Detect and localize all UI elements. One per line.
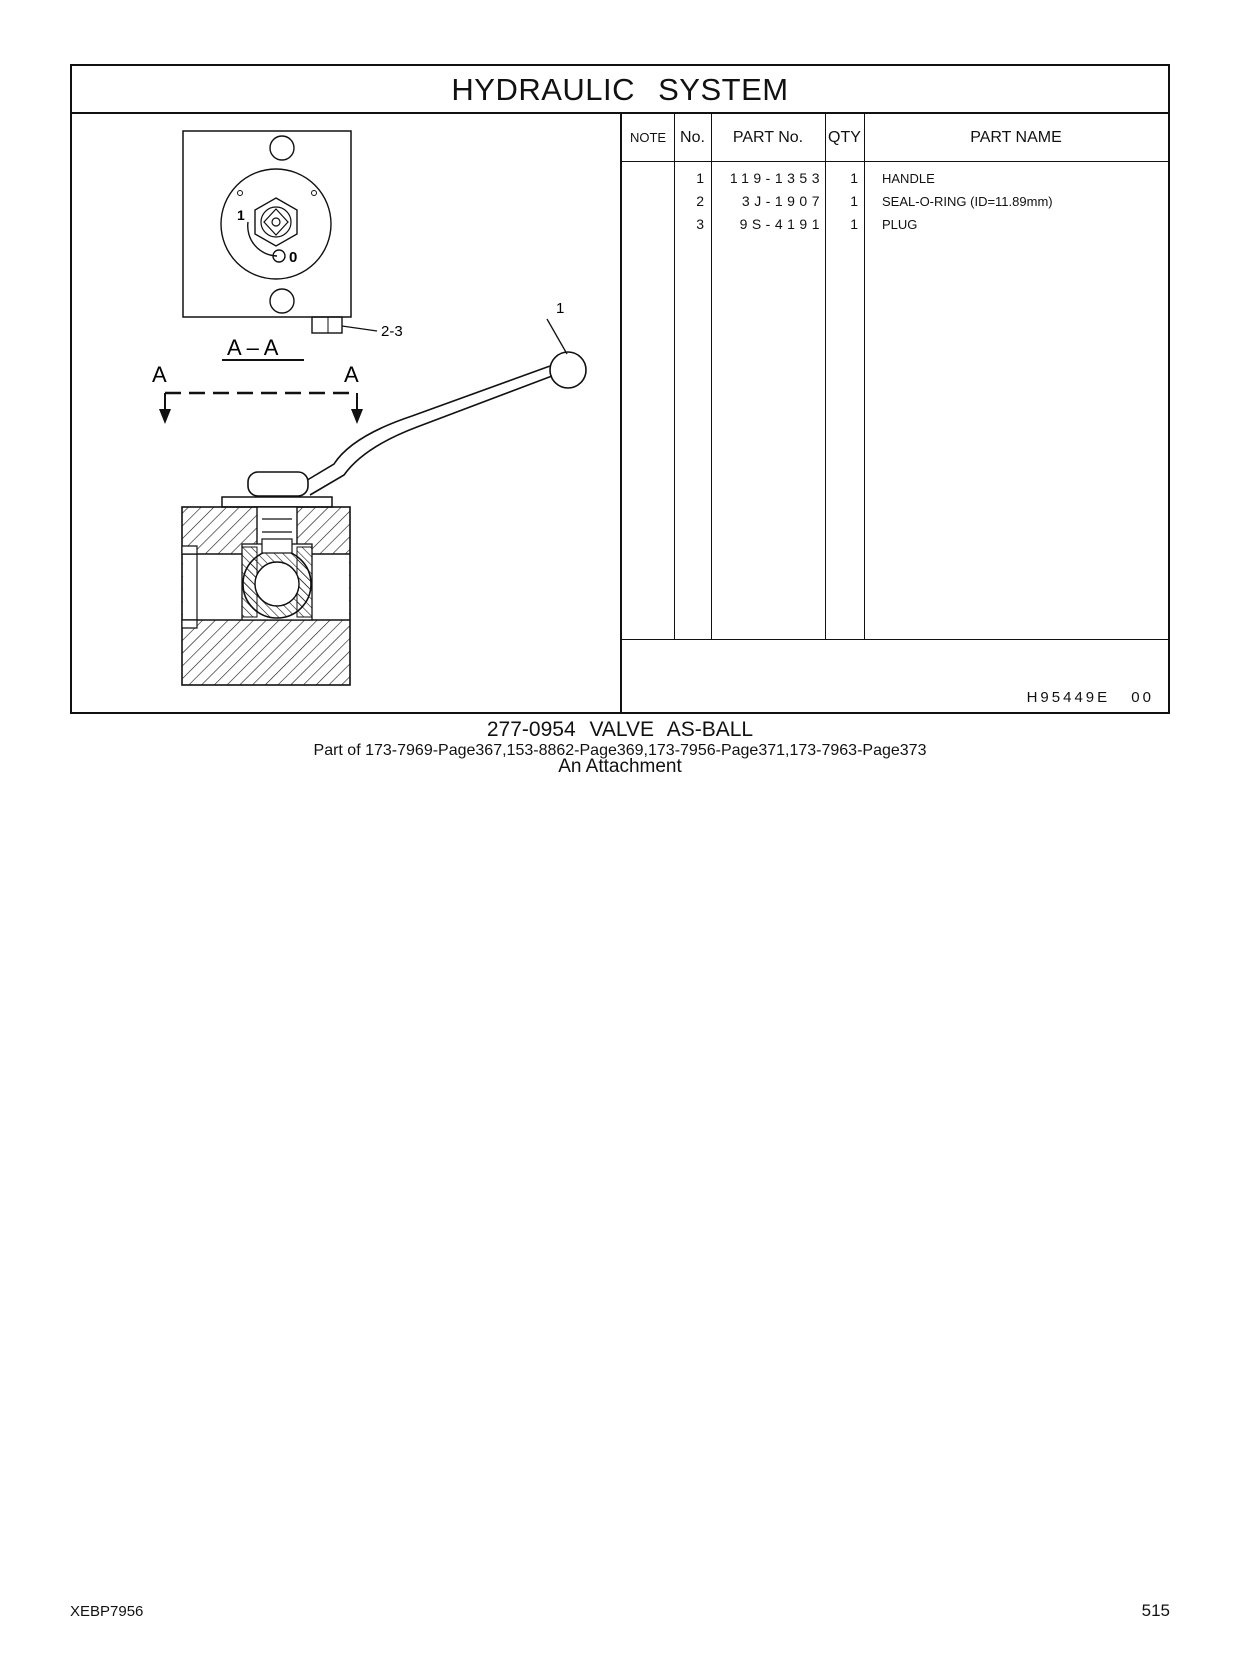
section-marker-right: A (344, 362, 359, 387)
row-part-no: 3J-1907 (741, 193, 824, 209)
illustration-code: H95449E 00 (1026, 689, 1154, 706)
valve-drawing (72, 114, 620, 714)
valve-body-section (182, 497, 350, 685)
valve-illustration (72, 114, 620, 714)
callout-1: 1 (556, 300, 565, 317)
row-qty: 1 (850, 170, 858, 186)
row-part-name: PLUG (882, 217, 918, 232)
assembly-group: An Attachment (558, 756, 682, 777)
parts-table (622, 114, 1168, 714)
row-no: 2 (696, 193, 704, 209)
position-1-mark: 1 (237, 207, 245, 223)
row-part-name: HANDLE (882, 171, 935, 186)
row-no: 1 (696, 170, 704, 186)
row-part-name: SEAL-O-RING (ID=11.89mm) (882, 194, 1053, 209)
callout-2-3: 2-3 (381, 323, 403, 340)
assembly-parent-refs: Part of 173-7969-Page367,153-8862-Page369,173-7956-Page371,173-7963-Page373 (313, 742, 927, 759)
handle (248, 352, 586, 496)
header-part-name: PART NAME (970, 129, 1062, 146)
position-0-mark: 0 (289, 249, 298, 266)
parts-page-frame (70, 64, 1170, 714)
table-row (622, 167, 1168, 190)
section-marker-left: A (152, 362, 167, 387)
row-part-no: 9S-4191 (739, 216, 824, 232)
row-qty: 1 (850, 193, 858, 209)
row-no: 3 (696, 216, 704, 232)
table-row (622, 213, 1168, 236)
row-qty: 1 (850, 216, 858, 232)
header-part-no: PART No. (732, 129, 804, 146)
row-part-no: 119-1353 (729, 170, 824, 186)
top-view (183, 131, 403, 340)
document-id: XEBP7956 (70, 1603, 144, 1620)
page-number: 515 (1141, 1601, 1170, 1620)
header-qty: QTY (828, 129, 861, 146)
header-no: No. (680, 129, 705, 146)
section-label: A – A (227, 335, 279, 360)
assembly-title: 277-0954 VALVE AS-BALL (486, 718, 754, 741)
header-note: NOTE (629, 130, 667, 145)
page-title: HYDRAULIC SYSTEM (72, 66, 1168, 114)
table-row (622, 190, 1168, 213)
